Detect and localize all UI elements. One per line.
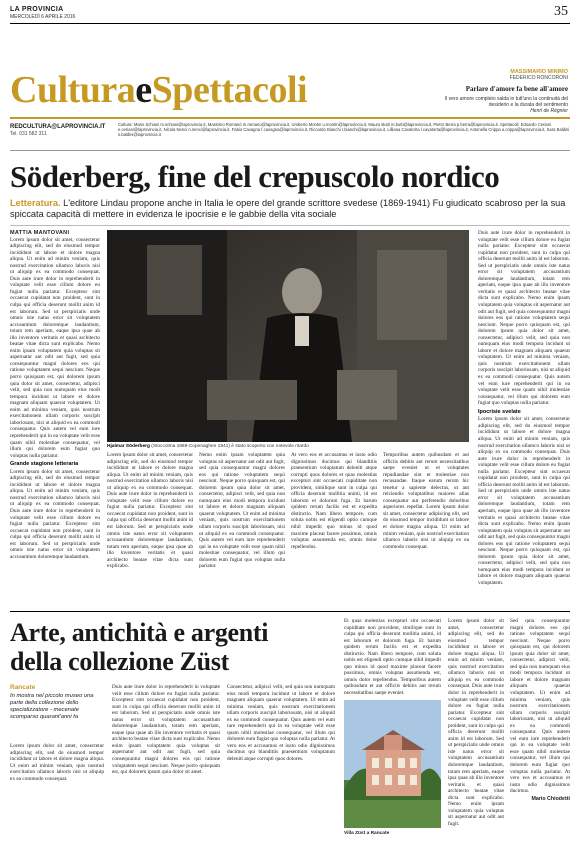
- quote-title: Parlare d'amore fa bene all'amore: [465, 85, 568, 93]
- section-title-part1: Cultura: [10, 69, 136, 111]
- article2-kicker: Rancate: [10, 684, 36, 691]
- article1-column-2: Lorem ipsum dolor sit amet, consectetur adipiscing elit, sed do eiusmod tempor incididunt ut labore et dolore magna aliqua. Ut enim ad minim veniam, quis nostrud exercitation ullamco laboris nisi ut aliquip ex ea commodo consequat. Duis aute irure dolor in reprehenderit in voluptate velit esse cillum dolore eu fugiat nulla pariatur. Excepteur sint occaecat cupidatat non proident, sunt in culpa qui officia deserunt mollit anim id est laborum. Sed ut perspiciatis unde omnis iste natus error sit voluptatem accusantium doloremque laudantium, totam rem aperiam, eaque ipsa quae ab illo inventore veritatis et quasi architecto beatae vitae dicta sunt explicabo.: [107, 452, 193, 570]
- article1-column-1: [10, 230, 100, 605]
- article1-column-4: At vero eos et accusamus et iusto odio dignissimos ducimus qui blanditiis praesentium voluptatum deleniti atque corrupti quos dolores et quas molestias excepturi sint occaecati cupiditate non provident, similique sunt in culpa qui officia deserunt mollitia animi, id est laborum et dolorum fuga. Et harum quidem rerum facilis est et expedita distinctio. Nam libero tempore, cum soluta nobis est eligendi optio cumque nihil impedit quo minus id quod maxime placeat facere possimus, omnis voluptas assumenda est, omnis dolor repellendus.: [291, 452, 377, 550]
- article1-subhead-1: Grande stagione letteraria: [10, 461, 79, 468]
- article2-headline-line2: della collezione Züst: [10, 647, 230, 676]
- quote-source: Henri de Régnier: [530, 108, 568, 114]
- article1-subhead-2: Ipocrisie svelate: [478, 408, 521, 415]
- section-title-part3: Spettacoli: [151, 69, 308, 111]
- article2-column-2: Duis aute irure dolor in reprehenderit in voluptate velit esse cillum dolore eu fugiat nulla pariatur. Excepteur sint occaecat cupidatat non proident, sunt in culpa qui officia deserunt mollit anim id est laborum. Sed ut perspiciatis unde omnis iste natus error sit voluptatem accusantium doloremque laudantium, totam rem aperiam, eaque ipsa quae ab illo inventore veritatis et quasi architecto beatae vitae dicta sunt explicabo. Nemo enim ipsam voluptatem quia voluptas sit aspernatur aut odit aut fugit, sed quia consequuntur magni dolores eos qui ratione voluptatem sequi nesciunt. Neque porro quisquam est, qui dolorem ipsum quia dolor sit amet.: [112, 684, 220, 776]
- quote-columnist: FEDERICO RONCORONI: [509, 75, 568, 81]
- article1-headline: Söderberg, fine del crepuscolo nordico: [10, 159, 500, 194]
- photo-caption-name: Hjalmar Söderberg: [107, 444, 150, 449]
- paper-name: LA PROVINCIA: [10, 6, 64, 13]
- article1-column-1-text-b: Lorem ipsum dolor sit amet, consectetur adipiscing elit, sed do eiusmod tempor incididunt ut labore et dolore magna aliqua. Ut enim ad minim veniam, quis nostrud exercitation ullamco laboris nisi ut aliquip ex ea commodo consequat. Duis aute irure dolor in reprehenderit in voluptate velit esse cillum dolore eu fugiat nulla pariatur. Excepteur sint occaecat cupidatat non proident, sunt in culpa qui officia deserunt mollit anim id est laborum. Sed ut perspiciatis unde omnis iste natus error sit voluptatem accusantium doloremque laudantium.: [10, 468, 100, 560]
- article1-deck-lead: Letteratura.: [10, 198, 61, 208]
- section-gold-rule: [10, 117, 570, 119]
- article1-column-5: Temporibus autem quibusdam et aut officiis debitis aut rerum necessitatibus saepe eveniet ut et voluptates repudiandae sint et molestiae non recusandae. Itaque earum rerum hic tenetur a sapiente delectus, ut aut reiciendis voluptatibus maiores alias consequatur aut perferendis doloribus asperiores repellat. Lorem ipsum dolor sit amet, consectetur adipiscing elit, sed do eiusmod tempor incididunt ut labore et dolore magna aliqua. Ut enim ad minim veniam, quis nostrud exercitation ullamco laboris nisi ut aliquip ex ea commodo consequat.: [383, 452, 469, 550]
- article1-deck: [10, 198, 570, 220]
- villa-illustration: [344, 700, 441, 828]
- article1-column-6-text-b: Lorem ipsum dolor sit amet, consectetur adipiscing elit, sed do eiusmod tempor incididunt ut labore et dolore magna aliqua. Ut enim ad minim veniam, quis nostrud exercitation ullamco laboris nisi ut aliquip ex ea commodo consequat. Duis aute irure dolor in reprehenderit in voluptate velit esse cillum dolore eu fugiat nulla pariatur. Excepteur sint occaecat cupidatat non proident, sunt in culpa qui officia deserunt mollit anim id est laborum. Sed ut perspiciatis unde omnis iste natus error sit voluptatem accusantium doloremque laudantium, totam rem aperiam, eaque ipsa quae ab illo inventore veritatis et quasi architecto beatae vitae dicta sunt explicabo. Nemo enim ipsam voluptatem quia voluptas sit aspernatur aut odit aut fugit, sed quia consequuntur magni dolores eos qui ratione voluptatem sequi nesciunt. Neque porro quisquam est, qui dolorem ipsum quia dolor sit amet, consectetur, adipisci velit, sed quia non numquam eius modi tempora incidunt ut labore et dolore magnam aliquam quaerat voluptatem.: [478, 416, 570, 586]
- masthead: [10, 6, 75, 20]
- top-rule: [10, 23, 570, 24]
- article1-rule: [10, 225, 570, 226]
- staff-list: Cultura: Mario Schiani m.schiani@laprovincia.it, Massimo Romanò m.romano@laprovincia.it, Umberto Montin u.montin@laprovincia.it, Mauro Butti m.butti@laprovincia.it, Pietro Berra p.berra@laprovincia.it. Spettacoli: Edoardo Ceriani e.ceriani@laprovincia.it, Nicola Nenci n.nenci@laprovincia.it, Fabio Cavagna f.cavagna@laprovincia.it, Riccardo Bianchi r.bianchi@laprovincia.it, Lilliana Cavatorta l.cavatorta@laprovincia.it, Antonella Crippa a.crippa@laprovincia.it, Sara Baldini s.baldini@laprovincia.it: [118, 122, 570, 138]
- article2-headline-line1: Arte, antichità e argenti: [10, 618, 269, 647]
- article2-column-6-text: Sed quia consequuntur magni dolores eos qui ratione voluptatem sequi nesciunt. Neque porro quisquam est, qui dolorem ipsum quia dolor sit amet, consectetur, adipisci velit, sed quia non numquam eius modi tempora incidunt ut labore et dolore magnam aliquam quaerat voluptatem. Ut enim ad minima veniam, quis nostrum exercitationem ullam corporis suscipit laboriosam, nisi ut aliquid ex ea commodi consequatur. Quis autem vel eum iure reprehenderit qui in ea voluptate velit esse quam nihil molestiae consequatur, vel illum qui dolorem eum fugiat quo voluptas nulla pariatur. At vero eos et accusamus et iusto odio dignissimos ducimus.: [510, 618, 570, 795]
- soderberg-photo: [107, 230, 469, 442]
- photo-illustration: [107, 230, 469, 442]
- article2-column-1: Lorem ipsum dolor sit amet, consectetur adipiscing elit, sed do eiusmod tempor incididunt ut labore et dolore magna aliqua. Ut enim ad minim veniam, quis nostrud exercitation ullamco laboris nisi ut aliquip ex ea commodo consequat.: [10, 743, 104, 782]
- contact-block: [10, 124, 110, 137]
- article1-column-6: [478, 230, 570, 605]
- article2-rule: [10, 611, 570, 612]
- contact-email[interactable]: REDCULTURA@LAPROVINCIA.IT: [10, 124, 106, 130]
- section-title: [10, 70, 307, 110]
- article2-column-6: [510, 618, 570, 843]
- photo-caption-text: (Stoccolma 1869-Copenaghen 1941) è stato scoperto con notevole ritardo: [149, 444, 309, 449]
- page-number: 35: [554, 4, 568, 19]
- article2-summary: In mostra nel piccolo museo una parte della collezione dello specializzatore - mecenate scomparso quarant'anni fa: [10, 693, 94, 720]
- article2-column-5: Lorem ipsum dolor sit amet, consectetur adipiscing elit, sed do eiusmod tempor incididunt ut labore et dolore magna aliqua. Ut enim ad minim veniam, quis nostrud exercitation ullamco laboris nisi ut aliquip ex ea commodo consequat. Duis aute irure dolor in reprehenderit in voluptate velit esse cillum dolore eu fugiat nulla pariatur. Excepteur sint occaecat cupidatat non proident, sunt in culpa qui officia deserunt mollit anim id est laborum. Sed ut perspiciatis unde omnis iste natus error sit voluptatem accusantium doloremque laudantium, totam rem aperiam, eaque ipsa quae ab illo inventore veritatis et quasi architecto beatae vitae dicta sunt explicabo. Nemo enim ipsam voluptatem quia voluptas sit aspernatur aut odit aut fugit.: [448, 618, 504, 827]
- article2-column-4: Et quas molestias excepturi sint occaecati cupiditate non provident, similique sunt in culpa qui officia deserunt mollitia animi, id est laborum et dolorum fuga. Et harum quidem rerum facilis est et expedita distinctio. Nam libero tempore, cum soluta nobis est eligendi optio cumque nihil impedit quo minus id quod maxime placeat facere possimus, omnis voluptas assumenda est, omnis dolor repellendus. Temporibus autem quibusdam et aut officiis debitis aut rerum necessitatibus saepe eveniet.: [344, 618, 441, 696]
- article1-byline: MATTIA MANTOVANI: [10, 230, 70, 236]
- villa-photo-caption: Villa Züst a Rancate: [344, 831, 390, 836]
- staff-rule: [10, 150, 570, 151]
- article1-column-1-text: Lorem ipsum dolor sit amet, consectetur adipiscing elit, sed do eiusmod tempor incididunt ut labore et dolore magna aliqua. Ut enim ad minim veniam, quis nostrud exercitation ullamco laboris nisi ut aliquip ex ea commodo consequat. Duis aute irure dolor in reprehenderit in voluptate velit esse cillum dolore eu fugiat nulla pariatur. Excepteur sint occaecat cupidatat non proident, sunt in culpa qui officia deserunt mollit anim id est laborum. Sed ut perspiciatis unde omnis iste natus error sit voluptatem accusantium doloremque laudantium, totam rem aperiam, eaque ipsa quae ab illo inventore veritatis et quasi architecto beatae vitae dicta sunt explicabo. Nemo enim ipsam voluptatem quia voluptas sit aspernatur aut odit aut fugit, sed quia consequuntur magni dolores eos qui ratione voluptatem sequi nesciunt. Neque porro quisquam est, qui dolorem ipsum quia dolor sit amet, consectetur, adipisci velit, sed quia non numquam eius modi tempora incidunt ut labore et dolore magnam aliquam quaerat voluptatem. Ut enim ad minima veniam, quis nostrum exercitationem ullam corporis suscipit laboriosam, nisi ut aliquid ex ea commodi consequatur. Quis autem vel eum iure reprehenderit qui in ea voluptate velit esse quam nihil molestiae consequatur, vel illum qui dolorem eum fugiat quo voluptas nulla pariatur.: [10, 236, 100, 459]
- contact-phone: Tel. 031 582 311: [10, 131, 47, 137]
- photo-caption: [107, 444, 469, 449]
- article2-column-3: Consectetur, adipisci velit, sed quia non numquam eius modi tempora incidunt ut labore et dolore magnam aliquam quaerat voluptatem. Ut enim ad minima veniam, quis nostrum exercitationem ullam corporis suscipit laboriosam, nisi ut aliquid ex ea commodi consequatur. Quis autem vel eum iure reprehenderit qui in ea voluptate velit esse quam nihil molestiae consequatur, vel illum qui dolorem eum fugiat quo voluptas nulla pariatur. At vero eos et accusamus et iusto odio dignissimos ducimus qui blanditiis praesentium voluptatum deleniti atque corrupti quos dolores.: [227, 684, 335, 763]
- quote-box: [443, 69, 568, 114]
- article2-signature: Mario Chiodetti: [531, 795, 570, 802]
- article2-headline: [10, 618, 268, 676]
- article1-column-3: Nemo enim ipsam voluptatem quia voluptas sit aspernatur aut odit aut fugit, sed quia consequuntur magni dolores eos qui ratione voluptatem sequi nesciunt. Neque porro quisquam est, qui dolorem ipsum quia dolor sit amet, consectetur, adipisci velit, sed quia non numquam eius modi tempora incidunt ut labore et dolore magnam aliquam quaerat voluptatem. Ut enim ad minima veniam, quis nostrum exercitationem ullam corporis suscipit laboriosam, nisi ut aliquid ex ea commodi consequatur. Quis autem vel eum iure reprehenderit qui in ea voluptate velit esse quam nihil molestiae consequatur, vel illum qui dolorem eum fugiat quo voluptas nulla pariatur.: [199, 452, 285, 570]
- section-title-part2: e: [135, 69, 152, 111]
- quote-body: Il vero amore completo salda in tutt'uno la continuità del desiderio e la durata del sentimento: [444, 96, 568, 108]
- article1-deck-text: L'editore Lindau propone anche in Italia le opere del grande scrittore svedese (1869-1941) Fu giudicato scabroso per la sua spiccata capacità di mettere in evidenza le ipocrisie e le gabbie della vita sociale: [10, 198, 566, 219]
- quote-column-name: MASSIMARIO MINIMO: [510, 69, 568, 75]
- villa-zust-photo: [344, 700, 441, 828]
- issue-date: MERCOLEDÌ 6 APRILE 2016: [10, 14, 76, 20]
- article1-column-6-text: Duis aute irure dolor in reprehenderit in voluptate velit esse cillum dolore eu fugiat nulla pariatur. Excepteur sint occaecat cupidatat non proident, sunt in culpa qui officia deserunt mollit anim id est laborum. Sed ut perspiciatis unde omnis iste natus error sit voluptatem accusantium doloremque laudantium, totam rem aperiam, eaque ipsa quae ab illo inventore veritatis et quasi architecto beatae vitae dicta sunt explicabo. Nemo enim ipsam voluptatem quia voluptas sit aspernatur aut odit aut fugit, sed quia consequuntur magni dolores eos qui ratione voluptatem sequi nesciunt. Neque porro quisquam est, qui dolorem ipsum quia dolor sit amet, consectetur, adipisci velit, sed quia non numquam eius modi tempora incidunt ut labore et dolore magnam aliquam quaerat voluptatem. Ut enim ad minima veniam, quis nostrum exercitationem ullam corporis suscipit laboriosam, nisi ut aliquid ex ea commodi consequatur. Quis autem vel eum iure reprehenderit qui in ea voluptate velit esse quam nihil molestiae consequatur, vel illum qui dolorem eum fugiat quo voluptas nulla pariatur.: [478, 230, 570, 407]
